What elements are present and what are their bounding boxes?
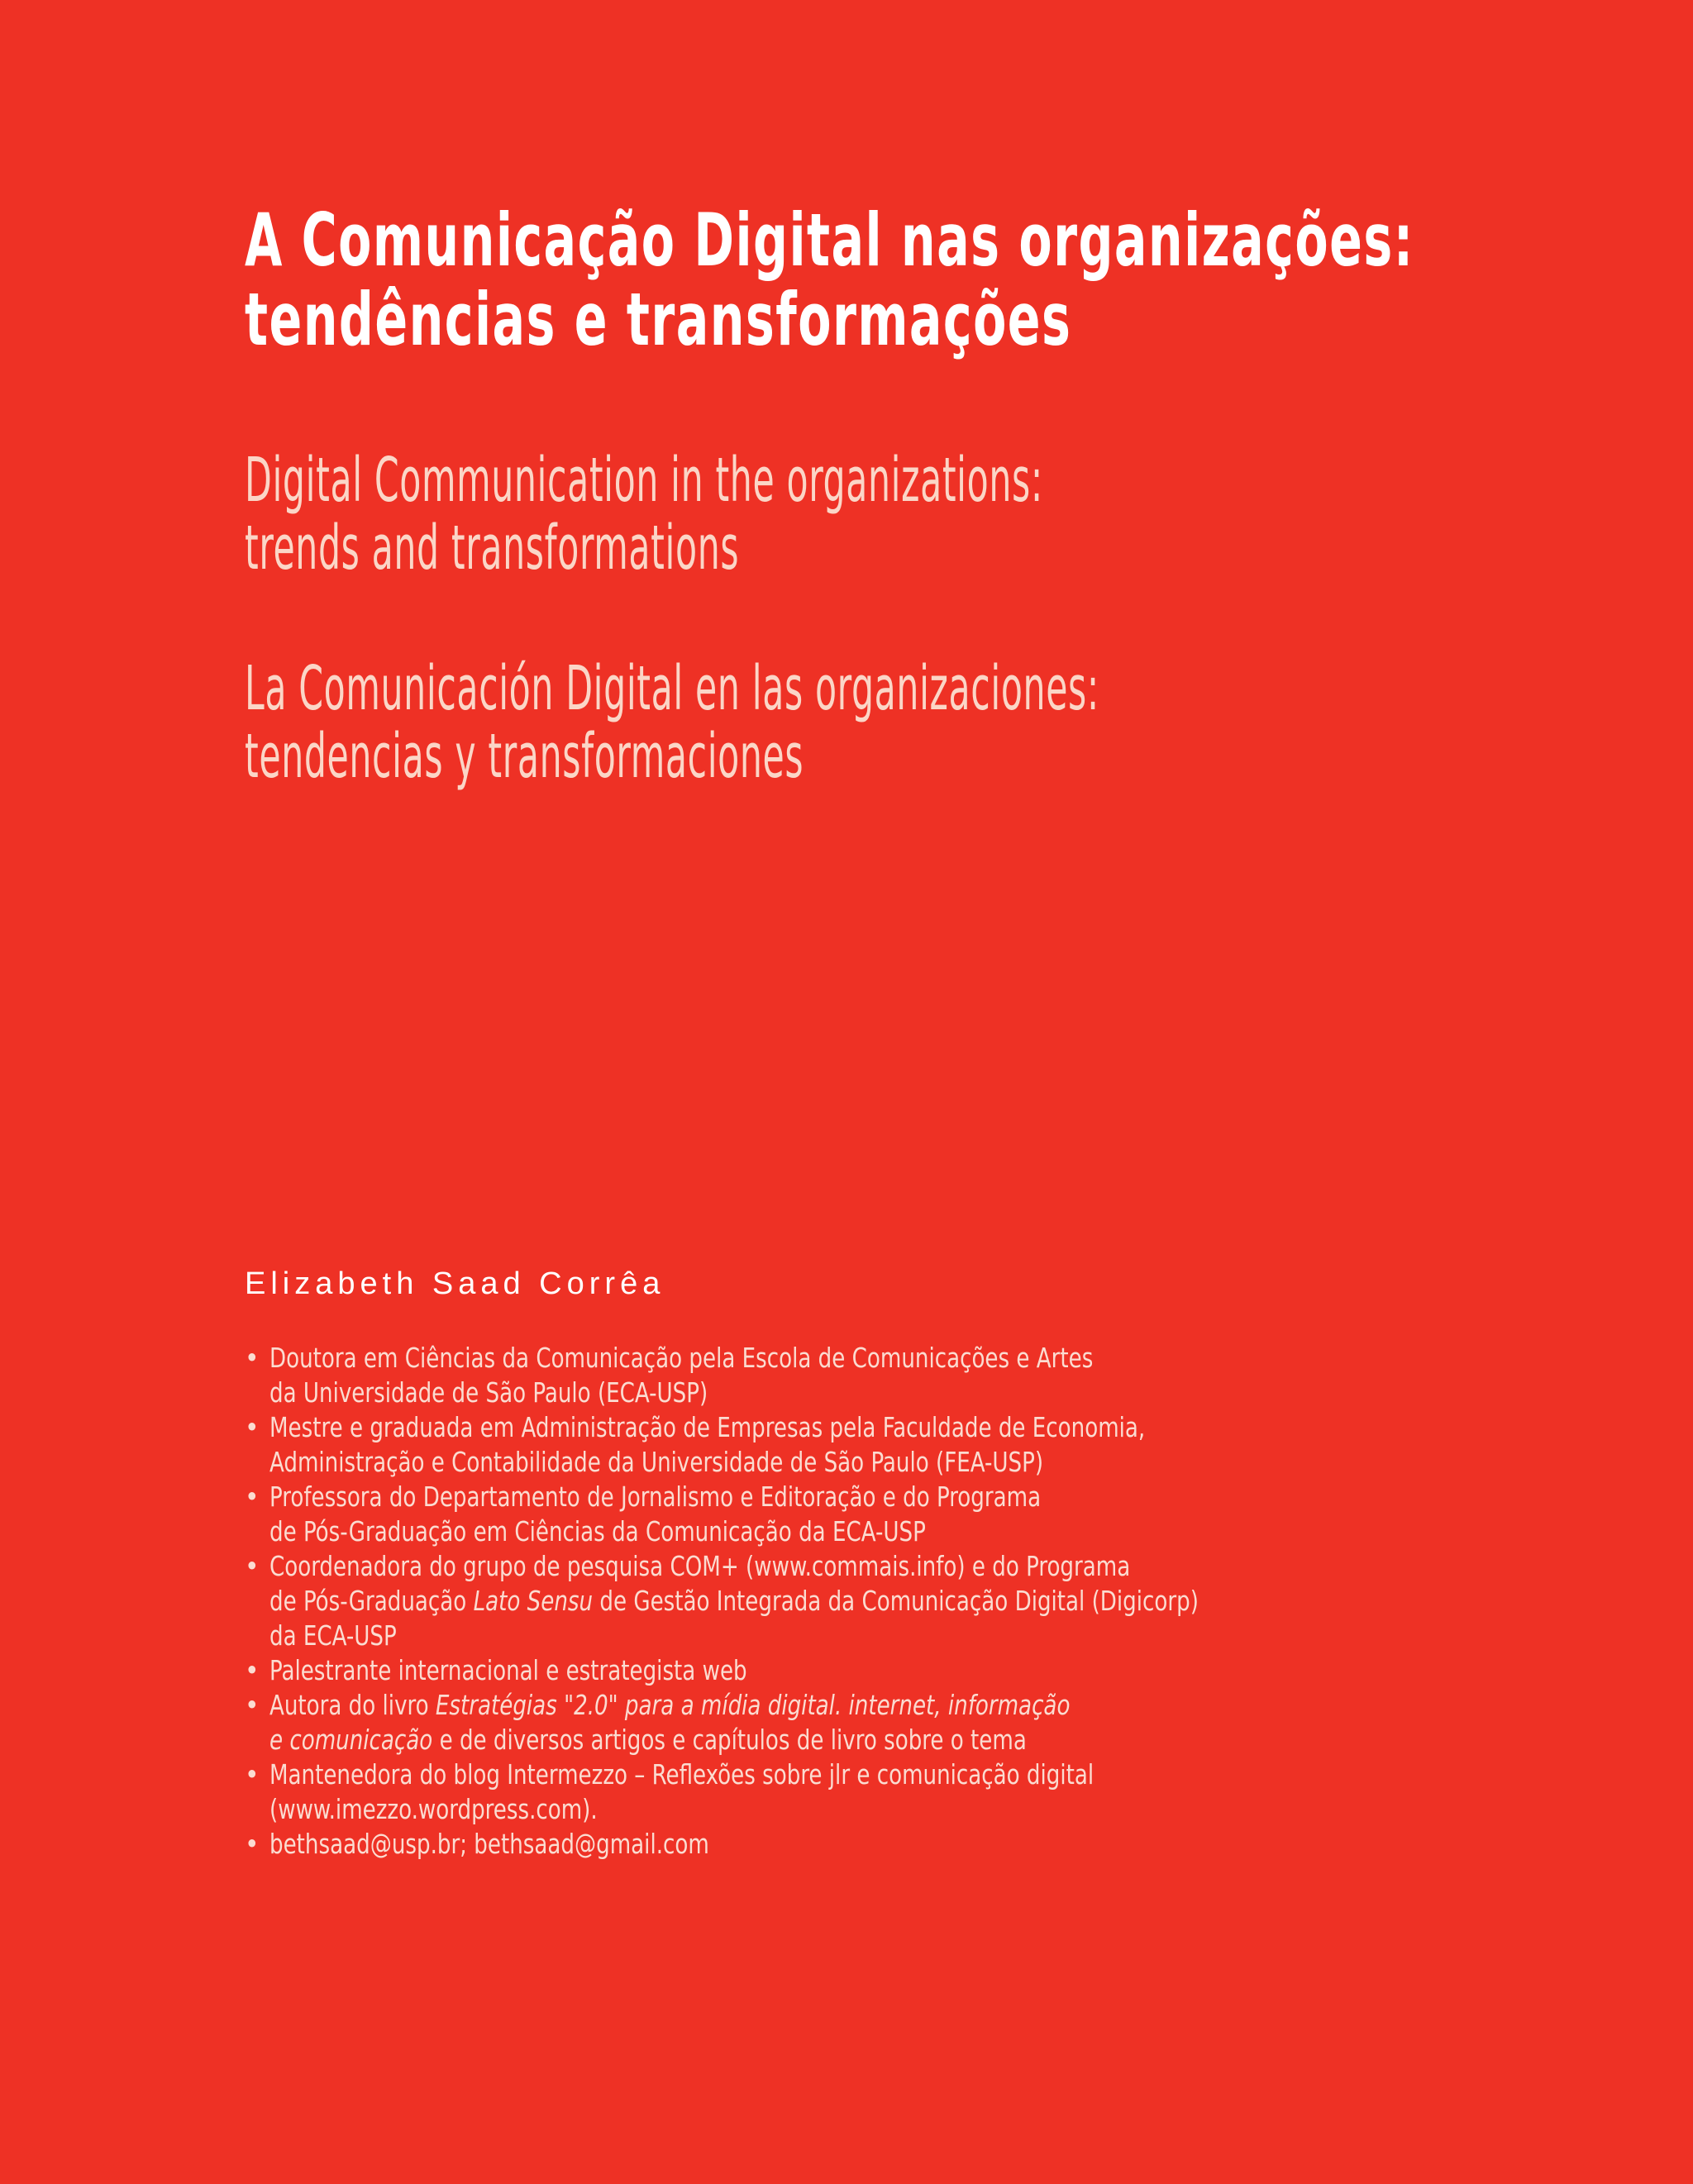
bio-text: de Pós-Graduação bbox=[269, 1585, 474, 1617]
bullet-icon: • bbox=[245, 1654, 260, 1686]
bullet-icon: • bbox=[245, 1550, 260, 1582]
title-es-line-2: tendencias y transformaciones bbox=[245, 721, 804, 792]
title-en-line-1: Digital Communication in the organizations: bbox=[245, 445, 1043, 516]
bio-line: Mantenedora do blog Intermezzo – Reflexões sobre jlr e comunicação digital bbox=[269, 1758, 1094, 1791]
bio-text: Autora do livro bbox=[269, 1689, 436, 1721]
bio-item bbox=[245, 1827, 1567, 1862]
bio-line bbox=[269, 1688, 1412, 1723]
bullet-icon: • bbox=[245, 1481, 260, 1513]
bullet-icon: • bbox=[245, 1411, 260, 1443]
bio-item bbox=[245, 1757, 1567, 1827]
bullet-icon: • bbox=[245, 1342, 260, 1374]
bio-text: e de diversos artigos e capítulos de livro sobre o tema bbox=[432, 1724, 1027, 1756]
book-title: Estratégias "2.0" para a mídia digital. internet, informação bbox=[435, 1689, 1071, 1721]
bullet-icon: • bbox=[245, 1689, 260, 1721]
bullet-icon: • bbox=[245, 1828, 260, 1860]
title-pt-line-1: A Comunicação Digital nas organizações: bbox=[245, 198, 1414, 283]
title-spanish bbox=[245, 655, 1580, 790]
title-portuguese bbox=[245, 198, 1693, 362]
title-en-line-2: trends and transformations bbox=[245, 513, 740, 584]
bio-item bbox=[245, 1549, 1567, 1653]
bio-line: Coordenadora do grupo de pesquisa COM+ (www.commais.info) e do Programa bbox=[269, 1550, 1131, 1582]
bio-item bbox=[245, 1688, 1567, 1757]
title-pt-line-2: tendências e transformações bbox=[245, 277, 1072, 362]
bio-line: Mestre e graduada em Administração de Empresas pela Faculdade de Economia, bbox=[269, 1411, 1146, 1443]
bio-italic-term: Lato Sensu bbox=[473, 1585, 594, 1617]
author-bio-list bbox=[245, 1341, 1567, 1862]
bio-line: Palestrante internacional e estrategista web bbox=[269, 1654, 747, 1686]
bio-line: bethsaad@usp.br; bethsaad@gmail.com bbox=[269, 1828, 709, 1860]
bio-item bbox=[245, 1341, 1567, 1410]
bio-item bbox=[245, 1410, 1567, 1480]
bio-item bbox=[245, 1480, 1567, 1549]
bio-line: (www.imezzo.wordpress.com). bbox=[269, 1793, 598, 1825]
bio-item bbox=[245, 1653, 1567, 1688]
bio-line: Professora do Departamento de Jornalismo e Editoração e do Programa bbox=[269, 1481, 1042, 1513]
bio-line: da ECA-USP bbox=[269, 1619, 397, 1652]
bullet-icon: • bbox=[245, 1758, 260, 1791]
book-title: e comunicação bbox=[269, 1724, 433, 1756]
bio-line: de Pós-Graduação em Ciências da Comunicação da ECA-USP bbox=[269, 1515, 926, 1547]
bio-line: Doutora em Ciências da Comunicação pela Escola de Comunicações e Artes bbox=[269, 1342, 1094, 1374]
author-name: Elizabeth Saad Corrêa bbox=[245, 1266, 665, 1301]
bio-line bbox=[269, 1723, 1412, 1757]
title-es-line-1: La Comunicación Digital en las organizaciones: bbox=[245, 653, 1099, 724]
bio-line bbox=[269, 1584, 1412, 1619]
bio-text: de Gestão Integrada da Comunicação Digital (Digicorp) bbox=[593, 1585, 1199, 1617]
bio-line: da Universidade de São Paulo (ECA-USP) bbox=[269, 1376, 708, 1409]
bio-line: Administração e Contabilidade da Universidade de São Paulo (FEA-USP) bbox=[269, 1446, 1044, 1478]
title-english bbox=[245, 446, 1492, 582]
